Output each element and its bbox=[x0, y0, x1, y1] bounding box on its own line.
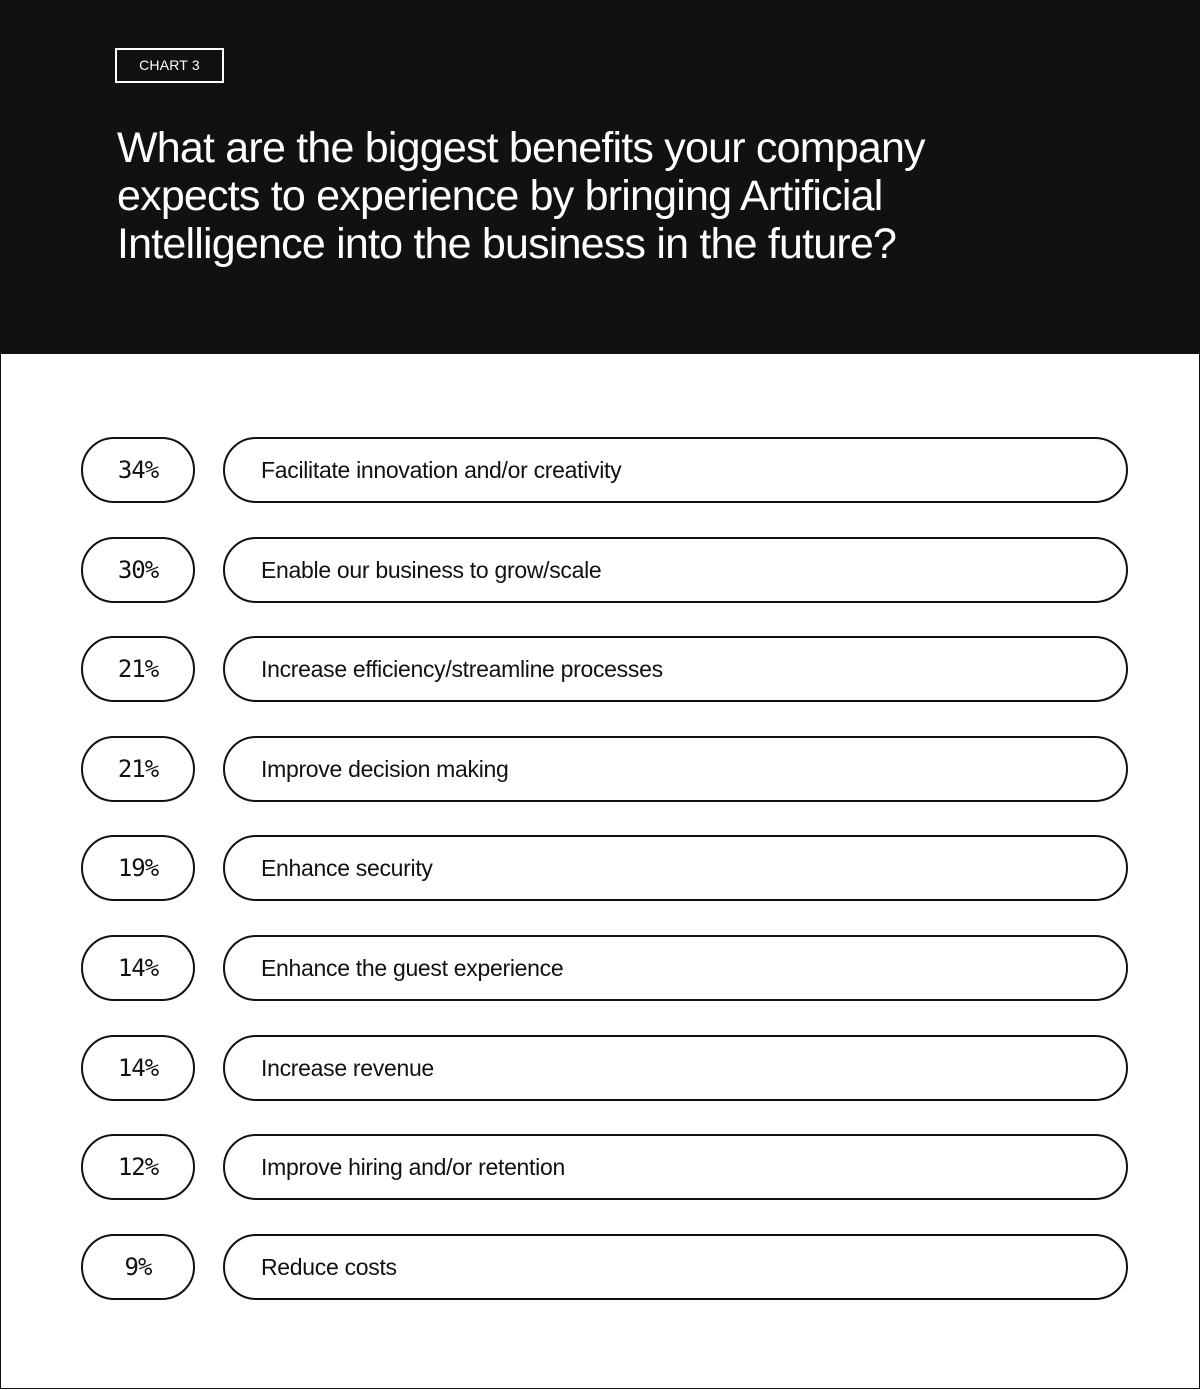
response-row bbox=[81, 437, 1128, 503]
benefit-label: Enhance the guest experience bbox=[261, 955, 564, 981]
percentage-value: 9% bbox=[81, 1234, 195, 1300]
response-row bbox=[81, 935, 1128, 1001]
benefit-label-pill bbox=[223, 935, 1128, 1001]
benefit-label-pill bbox=[223, 736, 1128, 802]
benefit-label-pill bbox=[223, 437, 1128, 503]
benefit-label-pill bbox=[223, 636, 1128, 702]
response-row bbox=[81, 1234, 1128, 1300]
percentage-value: 14% bbox=[81, 1035, 195, 1101]
response-row bbox=[81, 736, 1128, 802]
benefit-label: Facilitate innovation and/or creativity bbox=[261, 457, 622, 483]
benefit-label: Improve decision making bbox=[261, 756, 509, 782]
percentage-value: 34% bbox=[81, 437, 195, 503]
chart-number-tag: CHART 3 bbox=[115, 48, 224, 83]
benefit-label-pill bbox=[223, 1234, 1128, 1300]
response-row bbox=[81, 636, 1128, 702]
benefit-label: Reduce costs bbox=[261, 1254, 397, 1280]
benefit-label-pill bbox=[223, 835, 1128, 901]
percentage-value: 21% bbox=[81, 636, 195, 702]
response-row bbox=[81, 1134, 1128, 1200]
benefit-label: Increase revenue bbox=[261, 1055, 434, 1081]
response-row bbox=[81, 1035, 1128, 1101]
benefit-label-pill bbox=[223, 1134, 1128, 1200]
percentage-value: 21% bbox=[81, 736, 195, 802]
percentage-value: 14% bbox=[81, 935, 195, 1001]
benefit-label-pill bbox=[223, 537, 1128, 603]
benefit-label-pill bbox=[223, 1035, 1128, 1101]
chart-title: What are the biggest benefits your company expects to experience by bringing Artificial Intelligence into the business in the future? bbox=[117, 124, 925, 268]
benefit-label: Improve hiring and/or retention bbox=[261, 1154, 565, 1180]
response-row bbox=[81, 835, 1128, 901]
response-row bbox=[81, 537, 1128, 603]
percentage-value: 12% bbox=[81, 1134, 195, 1200]
percentage-value: 30% bbox=[81, 537, 195, 603]
benefit-label: Enhance security bbox=[261, 855, 433, 881]
benefit-label: Increase efficiency/streamline processes bbox=[261, 656, 663, 682]
benefit-label: Enable our business to grow/scale bbox=[261, 557, 602, 583]
percentage-value: 19% bbox=[81, 835, 195, 901]
